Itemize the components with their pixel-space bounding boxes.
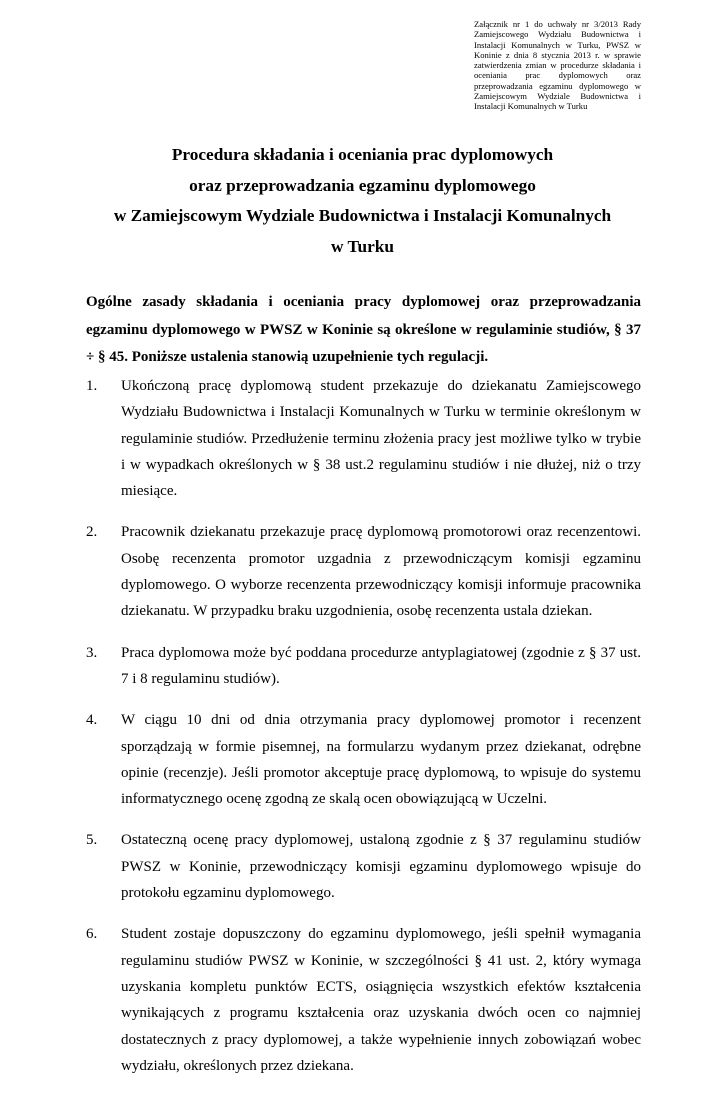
list-item-number: 2. (86, 524, 98, 541)
list-item-text: Ostateczną ocenę pracy dyplomowej, ustaloną zgodnie z § 37 regulaminu studiów PWSZ w Koninie, przewodniczący komisji egzaminu dyplomowego wpisuje do protokołu egzaminu dyplomowego. (121, 832, 641, 902)
list-item (86, 373, 641, 504)
title-line-4: w Turku (331, 236, 394, 256)
title-line-2: oraz przeprowadzania egzaminu dyplomowego (189, 175, 536, 195)
title-line-3: w Zamiejscowym Wydziale Budownictwa i Instalacji Komunalnych (113, 206, 612, 225)
list-item-number: 5. (86, 832, 98, 849)
list-item-text: Student zostaje dopuszczony do egzaminu dyplomowego, jeśli spełnił wymagania regulaminu studiów PWSZ w Koninie, w szczególności § 41 ust. 2, który wymaga uzyskania kompletu punktów ECTS, osiągnięcia wszystkich efektów kształcenia wynikających z programu kształcenia oraz uzyskania dwóch ocen co najmniej dostatecznych z pracy dyplomowej, a także wypełnienie innych zobowiązań wobec wydziału, określonych przez dziekana. (121, 926, 641, 1074)
list-item-text: Praca dyplomowa może być poddana procedurze antyplagiatowej (zgodnie z § 37 ust. 7 i 8 regulaminu studiów). (121, 644, 641, 687)
list-item-number: 3. (86, 644, 98, 661)
annex-note: Załącznik nr 1 do uchwały nr 3/2013 Rady Zamiejscowego Wydziału Budownictwa i Instalacji Komunalnych w Turku, PWSZ w Koninie z dnia 8 stycznia 2013 r. w sprawie zatwierdzenia zmian w procedurze składania i oceniania prac dyplomowych oraz przeprowadzania egzaminu dyplomowego w Zamiejscowym Wydziale Budownictwa i Instalacji Komunalnych w Turku (474, 19, 641, 112)
list-item-number: 6. (86, 926, 98, 943)
list-item (86, 921, 641, 1079)
list-item (86, 640, 641, 693)
list-item (86, 519, 641, 624)
list-item-text: W ciągu 10 dni od dnia otrzymania pracy dyplomowej promotor i recenzent sporządzają w formie pisemnej, na formularzu wydanym przez dziekanat, odrębne opinie (recenzje). Jeśli promotor akceptuje pracę dyplomową, to wpisuje do systemu informatycznego ocenę zgodną ze skalą ocen obowiązującą w Uczelni. (121, 712, 641, 808)
list-item (86, 827, 641, 906)
document-title (60, 140, 665, 262)
list-item-text: Pracownik dziekanatu przekazuje pracę dyplomową promotorowi oraz recenzentowi. Osobę recenzenta promotor uzgadnia z przewodniczącym komisji egzaminu dyplomowego. O wyborze recenzenta przewodniczący komisji informuje pracownika dziekanatu. W przypadku braku uzgodnienia, osobę recenzenta ustala dziekan. (121, 524, 641, 620)
list-item-number: 1. (86, 378, 98, 394)
list-item (86, 707, 641, 812)
title-line-1: Procedura składania i oceniania prac dyplomowych (171, 145, 554, 164)
intro-paragraph: Ogólne zasady składania i oceniania pracy dyplomowej oraz przeprowadzania egzaminu dyplomowego w PWSZ w Koninie są określone w regulaminie studiów, § 37 ÷ § 45. Poniższe ustalenia stanowią uzupełnienie tych regulacji. (86, 294, 641, 365)
procedure-list (86, 373, 641, 1094)
list-item-text: Ukończoną pracę dyplomową student przekazuje do dziekanatu Zamiejscowego Wydziału Budownictwa i Instalacji Komunalnych w Turku w terminie określonym w regulaminie studiów. Przedłużenie terminu złożenia pracy jest możliwe tylko w trybie i w wypadkach określonych w § 38 ust.2 regulaminu studiów i nie dłużej, niż o trzy miesiące. (121, 378, 641, 500)
list-item-number: 4. (86, 712, 98, 729)
